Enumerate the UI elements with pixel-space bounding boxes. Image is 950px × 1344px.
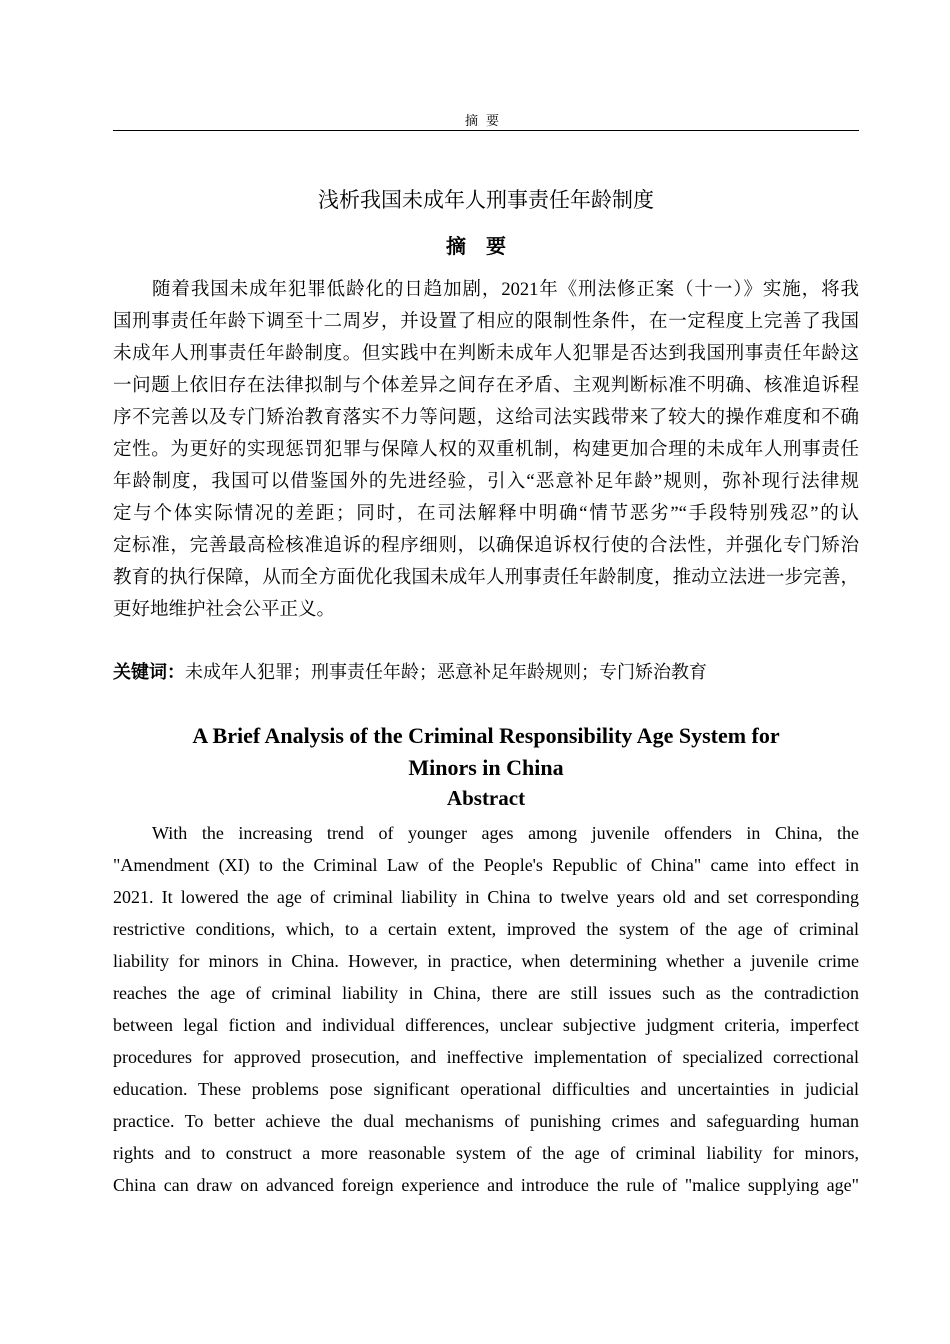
chinese-abstract: [113, 274, 859, 626]
chinese-abstract-heading: 摘要: [446, 236, 526, 258]
text-line: 更好地维护社会公平正义。: [113, 600, 336, 620]
text-line: 一问题上依旧存在法律拟制与个体差异之间存在矛盾、主观判断标准不明确、核准追诉程: [113, 376, 859, 396]
text-line: 国刑事责任年龄下调至十二周岁，并设置了相应的限制性条件，在一定程度上完善了我国: [113, 312, 859, 332]
english-title-line: Minors in China: [408, 755, 564, 780]
text-line: 定标准，完善最高检核准追诉的程序细则，以确保追诉权行使的合法性，并强化专门矫治: [113, 536, 859, 556]
text-line: 随着我国未成年犯罪低龄化的日趋加剧，2021年《刑法修正案（十一）》实施，将我: [152, 280, 859, 300]
text-line: practice. To better achieve the dual mechanisms of punishing crimes and safeguarding human: [113, 1111, 859, 1131]
text-line: procedures for approved prosecution, and ineffective implementation of specialized correctional: [113, 1047, 859, 1067]
english-abstract-heading: Abstract: [446, 786, 526, 810]
text-line: "Amendment (XI) to the Criminal Law of the People's Republic of China" came into effect in: [113, 855, 859, 875]
text-line: liability for minors in China. However, in practice, when determining whether a juvenile crime: [113, 951, 859, 971]
text-line: 定与个体实际情况的差距；同时，在司法解释中明确“情节恶劣”“手段特别残忍”的认: [113, 504, 859, 524]
text-line: rights and to construct a more reasonable system of the age of criminal liability for minors,: [113, 1143, 859, 1163]
text-line: With the increasing trend of younger ages among juvenile offenders in China, the: [152, 823, 859, 843]
text-line: between legal fiction and individual differences, unclear subjective judgment criteria, imperfect: [113, 1015, 859, 1035]
text-line: 定性。为更好的实现惩罚犯罪与保障人权的双重机制，构建更加合理的未成年人刑事责任: [113, 440, 859, 460]
text-line: restrictive conditions, which, to a certain extent, improved the system of the age of criminal: [113, 919, 859, 939]
english-abstract: [113, 817, 859, 1201]
keywords: [113, 658, 707, 686]
text-line: China can draw on advanced foreign experience and introduce the rule of "malice supplying age": [113, 1175, 859, 1195]
text-line: reaches the age of criminal liability in China, there are still issues such as the contradiction: [113, 983, 859, 1003]
english-title: [113, 720, 859, 784]
text-line: education. These problems pose significant operational difficulties and uncertainties in judicial: [113, 1079, 859, 1099]
header-rule: [113, 130, 859, 131]
keywords-text: 未成年人犯罪；刑事责任年龄；恶意补足年龄规则；专门矫治教育: [185, 662, 707, 682]
keywords-label: 关键词：: [113, 662, 185, 682]
running-header: 摘要: [464, 113, 507, 128]
text-line: 教育的执行保障，从而全方面优化我国未成年人刑事责任年龄制度，推动立法进一步完善，: [113, 568, 859, 588]
chinese-title: 浅析我国未成年人刑事责任年龄制度: [318, 188, 654, 212]
text-line: 2021. It lowered the age of criminal liability in China to twelve years old and set corresponding: [113, 887, 859, 907]
text-line: 未成年人刑事责任年龄制度。但实践中在判断未成年人犯罪是否达到我国刑事责任年龄这: [113, 344, 859, 364]
text-line: 年龄制度，我国可以借鉴国外的先进经验，引入“恶意补足年龄”规则，弥补现行法律规: [113, 472, 859, 492]
english-title-line: A Brief Analysis of the Criminal Responsibility Age System for: [192, 723, 780, 748]
text-line: 序不完善以及专门矫治教育落实不力等问题，这给司法实践带来了较大的操作难度和不确: [113, 408, 859, 428]
